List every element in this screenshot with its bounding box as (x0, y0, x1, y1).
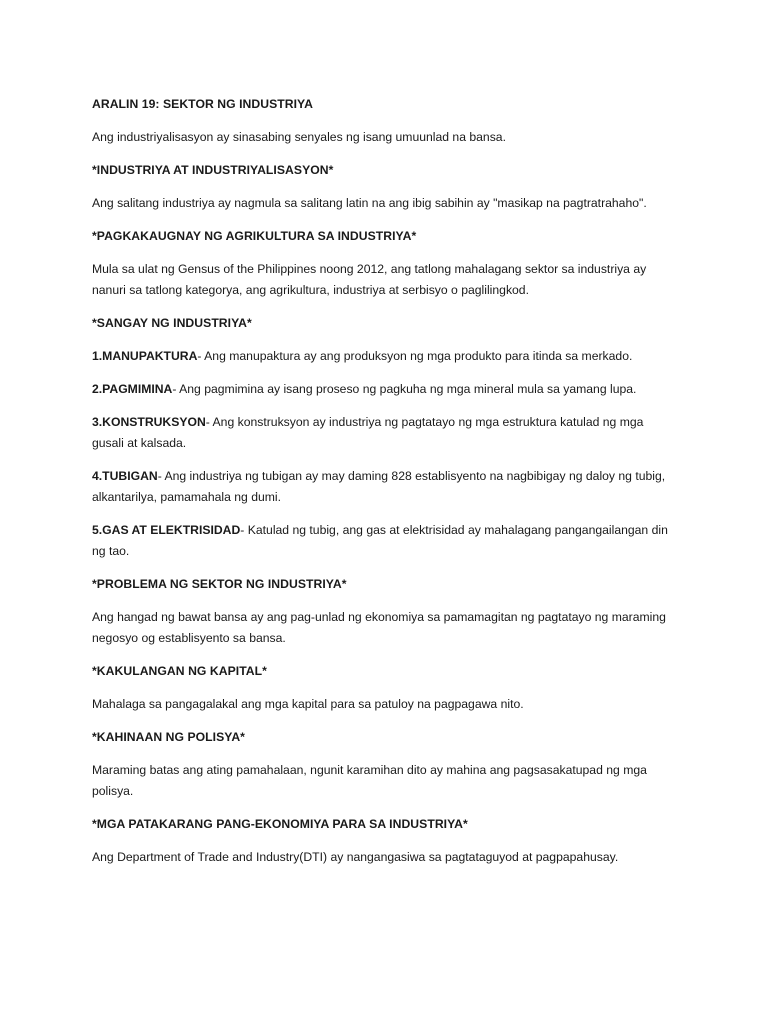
section-body-kapital: Mahalaga sa pangagalakal ang mga kapital para sa patuloy na pagpagawa nito. (92, 697, 524, 711)
sangay-item-manupaktura (92, 346, 676, 367)
sangay-item-konstruksyon (92, 412, 676, 454)
document-title: ARALIN 19: SEKTOR NG INDUSTRIYA (92, 97, 313, 111)
sangay-item-term: 2.PAGMIMINA (92, 382, 173, 396)
sangay-item-pagmimina (92, 379, 676, 400)
section-heading-sangay: *SANGAY NG INDUSTRIYA* (92, 316, 252, 330)
section-heading-pagkakaugnay: *PAGKAKAUGNAY NG AGRIKULTURA SA INDUSTRIYA* (92, 229, 417, 243)
section-body-polisya: Maraming batas ang ating pamahalaan, ngunit karamihan dito ay mahina ang pagsasakatupad ng mga polisya. (92, 763, 647, 798)
sangay-item-term: 4.TUBIGAN (92, 469, 158, 483)
section-heading-kapital: *KAKULANGAN NG KAPITAL* (92, 664, 267, 678)
sangay-item-text: - Ang pagmimina ay isang proseso ng pagkuha ng mga mineral mula sa yamang lupa. (172, 382, 637, 396)
section-body-problema: Ang hangad ng bawat bansa ay ang pag-unlad ng ekonomiya sa pamamagitan ng pagtatayo ng maraming negosyo og establisyento sa bansa. (92, 610, 666, 645)
sangay-item-text: - Ang konstruksyon ay industriya ng pagtatayo ng mga estruktura katulad ng mga gusali at kalsada. (92, 415, 644, 450)
section-body-industriya: Ang salitang industriya ay nagmula sa salitang latin na ang ibig sabihin ay "masikap na pagtratrahaho". (92, 196, 647, 210)
sangay-item-gas-elektrisidad (92, 520, 676, 562)
section-heading-patakaran: *MGA PATAKARANG PANG-EKONOMIYA PARA SA INDUSTRIYA* (92, 817, 468, 831)
intro-paragraph: Ang industriyalisasyon ay sinasabing senyales ng isang umuunlad na bansa. (92, 130, 506, 144)
sangay-item-term: 3.KONSTRUKSYON (92, 415, 206, 429)
sangay-item-text: - Katulad ng tubig, ang gas at elektrisidad ay mahalagang pangangailangan din ng tao. (92, 523, 668, 558)
section-body-pagkakaugnay: Mula sa ulat ng Gensus of the Philippines noong 2012, ang tatlong mahalagang sektor sa industriya ay nanuri sa tatlong kategorya, ang agrikultura, industriya at serbisyo o paglilingkod. (92, 262, 647, 297)
section-body-patakaran: Ang Department of Trade and Industry(DTI) ay nangangasiwa sa pagtataguyod at pagpapahusay. (92, 850, 619, 864)
sangay-item-tubigan (92, 466, 676, 508)
section-heading-industriya: *INDUSTRIYA AT INDUSTRIYALISASYON* (92, 163, 334, 177)
sangay-item-text: - Ang manupaktura ay ang produksyon ng mga produkto para itinda sa merkado. (197, 349, 633, 363)
section-heading-problema: *PROBLEMA NG SEKTOR NG INDUSTRIYA* (92, 577, 347, 591)
section-heading-polisya: *KAHINAAN NG POLISYA* (92, 730, 245, 744)
sangay-item-term: 1.MANUPAKTURA (92, 349, 198, 363)
sangay-item-term: 5.GAS AT ELEKTRISIDAD (92, 523, 241, 537)
sangay-item-text: - Ang industriya ng tubigan ay may daming 828 establisyento na nagbibigay ng daloy ng tubig, alkantarilya, pamamahala ng dumi. (92, 469, 666, 504)
